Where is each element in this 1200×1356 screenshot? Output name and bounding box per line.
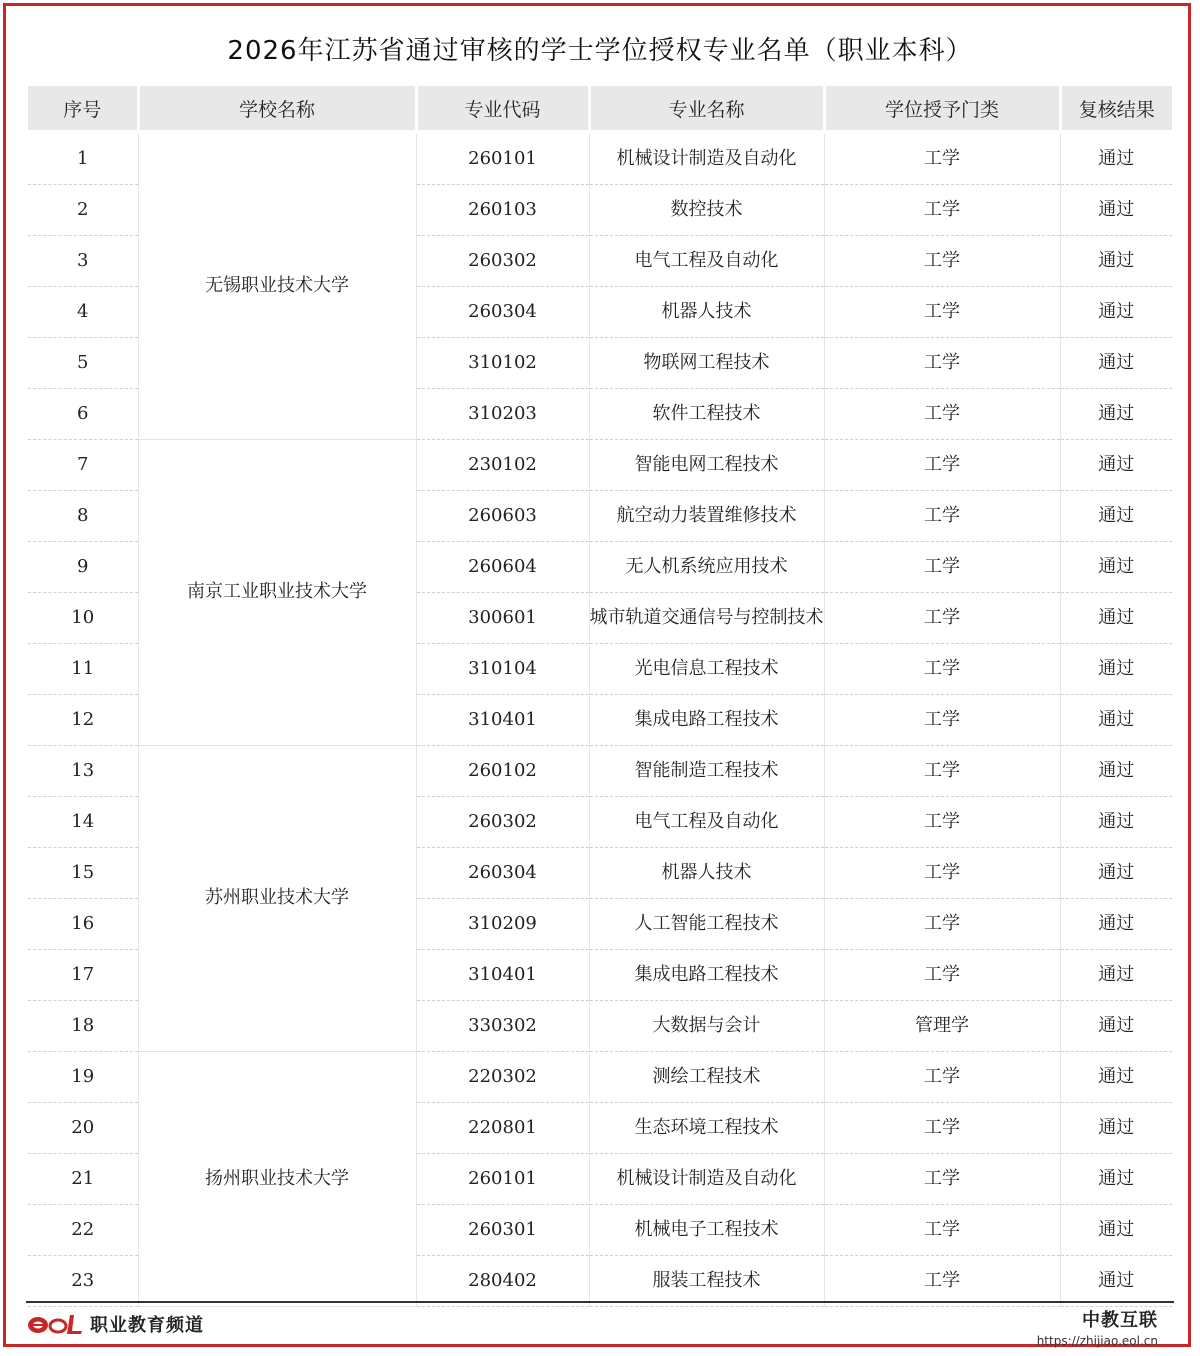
- cell-no: 19: [28, 1052, 138, 1103]
- cell-major: 电气工程及自动化: [589, 797, 824, 848]
- cell-category: 工学: [824, 185, 1060, 236]
- cell-major: 机器人技术: [589, 287, 824, 338]
- cell-code: 260102: [416, 746, 589, 797]
- cell-code: 310401: [416, 950, 589, 1001]
- cell-no: 18: [28, 1001, 138, 1052]
- cell-code: 220302: [416, 1052, 589, 1103]
- cell-category: 工学: [824, 491, 1060, 542]
- table-header-row: [28, 86, 1172, 132]
- majors-table: [28, 86, 1172, 1307]
- cell-category: 工学: [824, 287, 1060, 338]
- cell-school: 扬州职业技术大学: [138, 1052, 416, 1307]
- cell-result: 通过: [1060, 695, 1172, 746]
- cell-no: 21: [28, 1154, 138, 1205]
- cell-no: 17: [28, 950, 138, 1001]
- cell-code: 330302: [416, 1001, 589, 1052]
- cell-result: 通过: [1060, 542, 1172, 593]
- cell-result: 通过: [1060, 236, 1172, 287]
- cell-no: 6: [28, 389, 138, 440]
- cell-major: 数控技术: [589, 185, 824, 236]
- cell-no: 8: [28, 491, 138, 542]
- cell-major: 智能制造工程技术: [589, 746, 824, 797]
- cell-code: 260101: [416, 132, 589, 185]
- cell-major: 电气工程及自动化: [589, 236, 824, 287]
- cell-code: 230102: [416, 440, 589, 491]
- cell-code: 220801: [416, 1103, 589, 1154]
- cell-result: 通过: [1060, 132, 1172, 185]
- page-title: 2026年江苏省通过审核的学士学位授权专业名单（职业本科）: [227, 36, 973, 66]
- cell-result: 通过: [1060, 950, 1172, 1001]
- cell-code: 310104: [416, 644, 589, 695]
- header-no: 序号: [28, 86, 138, 132]
- cell-code: 310401: [416, 695, 589, 746]
- cell-category: 管理学: [824, 1001, 1060, 1052]
- cell-major: 人工智能工程技术: [589, 899, 824, 950]
- cell-code: 260603: [416, 491, 589, 542]
- cell-major: 光电信息工程技术: [589, 644, 824, 695]
- cell-no: 23: [28, 1256, 138, 1307]
- cell-category: 工学: [824, 695, 1060, 746]
- cell-code: 300601: [416, 593, 589, 644]
- cell-major: 航空动力装置维修技术: [589, 491, 824, 542]
- cell-code: 260101: [416, 1154, 589, 1205]
- cell-no: 9: [28, 542, 138, 593]
- cell-school: 苏州职业技术大学: [138, 746, 416, 1052]
- eol-logo: [26, 1310, 204, 1338]
- header-code: 专业代码: [416, 86, 589, 132]
- cell-school: 南京工业职业技术大学: [138, 440, 416, 746]
- cell-category: 工学: [824, 593, 1060, 644]
- cell-category: 工学: [824, 1154, 1060, 1205]
- table-body: [28, 132, 1172, 1307]
- cell-major: 智能电网工程技术: [589, 440, 824, 491]
- cell-major: 测绘工程技术: [589, 1052, 824, 1103]
- cell-no: 11: [28, 644, 138, 695]
- cell-major: 机械电子工程技术: [589, 1205, 824, 1256]
- cell-code: 260604: [416, 542, 589, 593]
- cell-no: 7: [28, 440, 138, 491]
- cell-major: 机械设计制造及自动化: [589, 132, 824, 185]
- logo-text: 职业教育频道: [90, 1315, 204, 1336]
- eol-logo-icon: [26, 1311, 86, 1337]
- cell-no: 22: [28, 1205, 138, 1256]
- cell-no: 5: [28, 338, 138, 389]
- cell-result: 通过: [1060, 593, 1172, 644]
- cell-code: 260302: [416, 797, 589, 848]
- cell-no: 10: [28, 593, 138, 644]
- cell-result: 通过: [1060, 1103, 1172, 1154]
- cell-result: 通过: [1060, 185, 1172, 236]
- header-result: 复核结果: [1060, 86, 1172, 132]
- cell-major: 服装工程技术: [589, 1256, 824, 1307]
- cell-result: 通过: [1060, 389, 1172, 440]
- cell-category: 工学: [824, 899, 1060, 950]
- cell-no: 20: [28, 1103, 138, 1154]
- cell-no: 1: [28, 132, 138, 185]
- cell-category: 工学: [824, 236, 1060, 287]
- cell-no: 16: [28, 899, 138, 950]
- cell-category: 工学: [824, 644, 1060, 695]
- table-row: [28, 132, 1172, 185]
- cell-no: 3: [28, 236, 138, 287]
- cell-category: 工学: [824, 797, 1060, 848]
- cell-no: 14: [28, 797, 138, 848]
- cell-major: 机器人技术: [589, 848, 824, 899]
- cell-category: 工学: [824, 1205, 1060, 1256]
- cell-category: 工学: [824, 440, 1060, 491]
- cell-code: 310209: [416, 899, 589, 950]
- cell-result: 通过: [1060, 797, 1172, 848]
- cell-major: 城市轨道交通信号与控制技术: [589, 593, 824, 644]
- cell-category: 工学: [824, 1052, 1060, 1103]
- brand: [1037, 1306, 1158, 1348]
- brand-name: 中教互联: [1082, 1310, 1158, 1331]
- footer-divider: [26, 1301, 1174, 1303]
- cell-no: 4: [28, 287, 138, 338]
- cell-major: 生态环境工程技术: [589, 1103, 824, 1154]
- cell-result: 通过: [1060, 1256, 1172, 1307]
- header-major: 专业名称: [589, 86, 824, 132]
- cell-major: 物联网工程技术: [589, 338, 824, 389]
- cell-code: 260301: [416, 1205, 589, 1256]
- cell-major: 机械设计制造及自动化: [589, 1154, 824, 1205]
- cell-major: 软件工程技术: [589, 389, 824, 440]
- cell-major: 集成电路工程技术: [589, 950, 824, 1001]
- cell-result: 通过: [1060, 1205, 1172, 1256]
- cell-code: 260304: [416, 287, 589, 338]
- cell-result: 通过: [1060, 440, 1172, 491]
- cell-result: 通过: [1060, 491, 1172, 542]
- cell-category: 工学: [824, 389, 1060, 440]
- cell-result: 通过: [1060, 899, 1172, 950]
- cell-major: 大数据与会计: [589, 1001, 824, 1052]
- cell-category: 工学: [824, 1256, 1060, 1307]
- cell-result: 通过: [1060, 338, 1172, 389]
- cell-category: 工学: [824, 746, 1060, 797]
- cell-category: 工学: [824, 132, 1060, 185]
- header-school: 学校名称: [138, 86, 416, 132]
- cell-category: 工学: [824, 338, 1060, 389]
- cell-category: 工学: [824, 1103, 1060, 1154]
- cell-code: 260304: [416, 848, 589, 899]
- cell-category: 工学: [824, 848, 1060, 899]
- cell-no: 13: [28, 746, 138, 797]
- cell-no: 15: [28, 848, 138, 899]
- header-category: 学位授予门类: [824, 86, 1060, 132]
- brand-url: https://zhijiao.eol.cn: [1036, 1334, 1158, 1348]
- table-row: [28, 746, 1172, 797]
- cell-code: 310102: [416, 338, 589, 389]
- cell-major: 集成电路工程技术: [589, 695, 824, 746]
- cell-code: 280402: [416, 1256, 589, 1307]
- cell-result: 通过: [1060, 644, 1172, 695]
- cell-result: 通过: [1060, 1154, 1172, 1205]
- cell-result: 通过: [1060, 1052, 1172, 1103]
- cell-code: 260103: [416, 185, 589, 236]
- cell-major: 无人机系统应用技术: [589, 542, 824, 593]
- cell-no: 12: [28, 695, 138, 746]
- cell-code: 260302: [416, 236, 589, 287]
- cell-result: 通过: [1060, 848, 1172, 899]
- cell-no: 2: [28, 185, 138, 236]
- cell-school: 无锡职业技术大学: [138, 132, 416, 440]
- cell-category: 工学: [824, 950, 1060, 1001]
- cell-result: 通过: [1060, 287, 1172, 338]
- table-row: [28, 1052, 1172, 1103]
- cell-category: 工学: [824, 542, 1060, 593]
- cell-result: 通过: [1060, 746, 1172, 797]
- cell-code: 310203: [416, 389, 589, 440]
- table-row: [28, 440, 1172, 491]
- cell-result: 通过: [1060, 1001, 1172, 1052]
